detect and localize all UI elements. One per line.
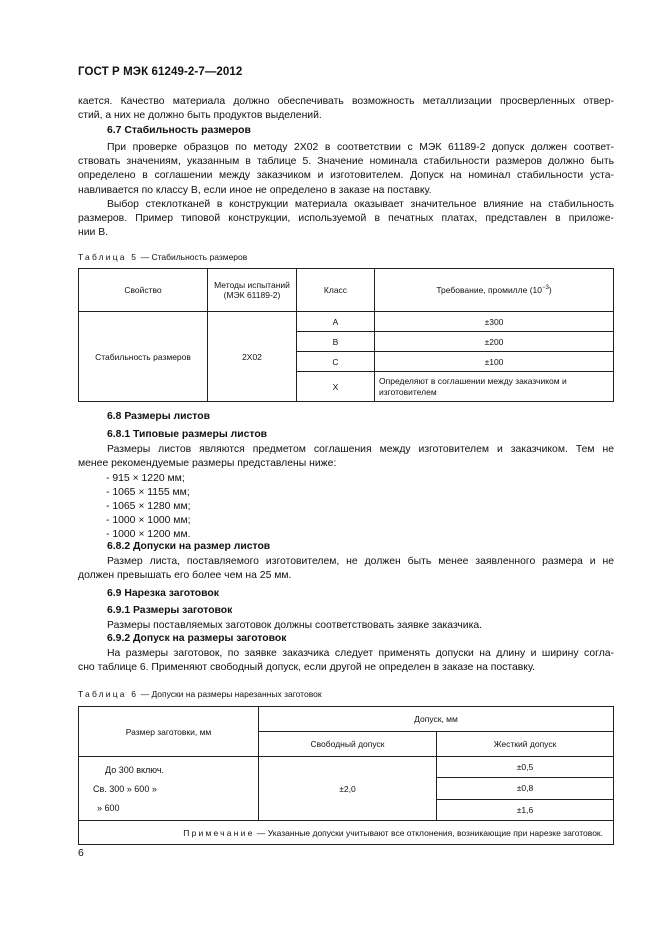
text-line: При проверке образцов по методу 2Х02 в соответствии с МЭК 61189-2 допуск должен соответ- xyxy=(107,142,614,153)
table-6-header-strict: Жесткий допуск xyxy=(437,732,614,757)
header-line: Методы испытаний xyxy=(214,280,290,290)
table-cell: ±100 xyxy=(375,352,614,372)
table-6-note xyxy=(79,821,614,845)
size-line: Св. 300 » 600 » xyxy=(93,784,157,794)
table-row xyxy=(79,757,614,778)
list-item: - 1000 × 1200 мм. xyxy=(106,528,191,540)
intro-paragraph xyxy=(78,95,614,123)
size-line: » 600 xyxy=(97,803,120,813)
table-5-header-method xyxy=(208,269,297,312)
section-6-8-title: 6.8 Размеры листов xyxy=(107,411,210,422)
table-cell: В xyxy=(297,332,375,352)
section-6-8-2-paragraph xyxy=(78,555,614,583)
table-cell: ±200 xyxy=(375,332,614,352)
table-row xyxy=(79,312,614,332)
section-6-9-1-title: 6.9.1 Размеры заготовок xyxy=(107,605,233,616)
header-text: ) xyxy=(548,285,552,295)
section-6-9-2-title: 6.9.2 Допуск на размеры заготовок xyxy=(107,633,287,644)
sheet-sizes-list xyxy=(106,472,190,541)
table-5-header-row xyxy=(79,269,614,312)
document-header: ГОСТ Р МЭК 61249-2-7—2012 xyxy=(78,66,243,78)
text-line: Размеры поставляемых заготовок должны соответствовать заявке заказчика. xyxy=(107,620,483,631)
text-line: ствовать значениям, указанным в таблице 5. Значение номинала стабильности размеров должно быть xyxy=(78,156,614,168)
table-6-header-tolerance: Допуск, мм xyxy=(259,707,614,732)
section-6-9-2-paragraph xyxy=(78,647,614,675)
table-5-header-property: Свойство xyxy=(79,269,208,312)
section-6-8-1-paragraph xyxy=(78,443,614,471)
table-cell: А xyxy=(297,312,375,332)
text-line: сно таблице 6. Применяют свободный допуск, если другой не определен в заказе на поставку. xyxy=(78,662,536,674)
table-cell: ±300 xyxy=(375,312,614,332)
note-text: — Указанные допуски учитывают все отклонения, возникающие при нарезке заготовок. xyxy=(254,827,603,838)
table-5-caption-text: — Стабильность размеров xyxy=(138,252,248,262)
table-6-caption-label: Таблица 6 xyxy=(78,689,139,699)
table-cell: X xyxy=(297,372,375,402)
section-6-9-title: 6.9 Нарезка заготовок xyxy=(107,588,219,599)
section-6-8-1-title: 6.8.1 Типовые размеры листов xyxy=(107,429,268,440)
list-item: - 1065 × 1155 мм; xyxy=(106,486,190,498)
table-6-header-size: Размер заготовки, мм xyxy=(79,707,259,757)
list-item: - 1065 × 1280 мм; xyxy=(106,500,191,512)
table-6-header-free: Свободный допуск xyxy=(259,732,437,757)
table-5-property-cell: Стабильность размеров xyxy=(79,312,208,402)
table-cell: ±1,6 xyxy=(437,799,614,820)
table-cell: С xyxy=(297,352,375,372)
header-exponent: −3 xyxy=(541,285,549,292)
list-item: - 915 × 1220 мм; xyxy=(106,473,185,484)
table-cell: ±0,5 xyxy=(437,757,614,778)
size-line: До 300 включ. xyxy=(105,765,165,775)
table-cell xyxy=(375,372,614,402)
text-line: Размер листа, поставляемого изготовителем, не должен быть менее заявленного размера и не xyxy=(107,556,614,567)
table-5-header-class: Класс xyxy=(297,269,375,312)
text-line: На размеры заготовок, по заявке заказчика следует применять допуски на длину и ширину согла- xyxy=(107,648,614,659)
text-line: размеров. Пример типовой конструкции, используемой в печатных платах, представлен в приложе- xyxy=(78,213,614,225)
table-6-caption-text: — Допуски на размеры нарезанных заготовок xyxy=(138,689,322,699)
table-5-header-requirement xyxy=(375,269,614,312)
table-6-free-cell: ±2,0 xyxy=(259,757,437,821)
text-line: навливается по классу В, если иное не определено в заказе на поставку. xyxy=(78,184,432,196)
text-line: стий, а них не должно быть продуктов выделений. xyxy=(78,110,322,122)
text-line: определено в соглашении между заказчиком и изготовителем. Допуск на номинал стабильности уста- xyxy=(78,170,614,182)
table-6-note-row xyxy=(79,821,614,845)
table-5-method-cell: 2Х02 xyxy=(208,312,297,402)
table-6-header-row xyxy=(79,707,614,732)
table-6 xyxy=(78,706,614,845)
cell-line: изготовителем xyxy=(379,386,437,397)
table-cell: ±0,8 xyxy=(437,778,614,799)
text-line: нии В. xyxy=(78,227,109,239)
section-6-8-2-title: 6.8.2 Допуски на размер листов xyxy=(107,541,271,552)
cell-line: Определяют в соглашении между заказчиком и xyxy=(379,375,567,386)
header-text: Требование, промилле (10 xyxy=(436,285,542,295)
section-6-9-1-paragraph xyxy=(78,619,614,633)
note-label: Примечание xyxy=(183,827,255,838)
text-line: менее рекомендуемые размеры представлены ниже: xyxy=(78,458,337,470)
text-line: Размеры листов являются предметом соглашения между изготовителем и заказчиком. Тем не xyxy=(107,444,614,455)
page-number: 6 xyxy=(78,848,84,859)
section-6-7-paragraph-1 xyxy=(78,141,614,198)
section-6-7-title: 6.7 Стабильность размеров xyxy=(107,125,251,136)
list-item: - 1000 × 1000 мм; xyxy=(106,514,191,526)
table-5-caption-label: Таблица 5 xyxy=(78,252,139,262)
table-5 xyxy=(78,268,614,402)
text-line: Выбор стеклотканей в конструкции материала оказывает значительное влияние на стабильность xyxy=(107,199,614,210)
table-6-size-cell xyxy=(79,757,259,821)
text-line: кается. Качество материала должно обеспечивать возможность металлизации просверленных отвер- xyxy=(78,96,614,107)
header-line: (МЭК 61189-2) xyxy=(223,290,281,300)
section-6-7-paragraph-2 xyxy=(78,198,614,241)
table-6-caption xyxy=(78,689,322,699)
text-line: должен превышать его более чем на 25 мм. xyxy=(78,570,292,582)
table-5-caption xyxy=(78,252,247,262)
